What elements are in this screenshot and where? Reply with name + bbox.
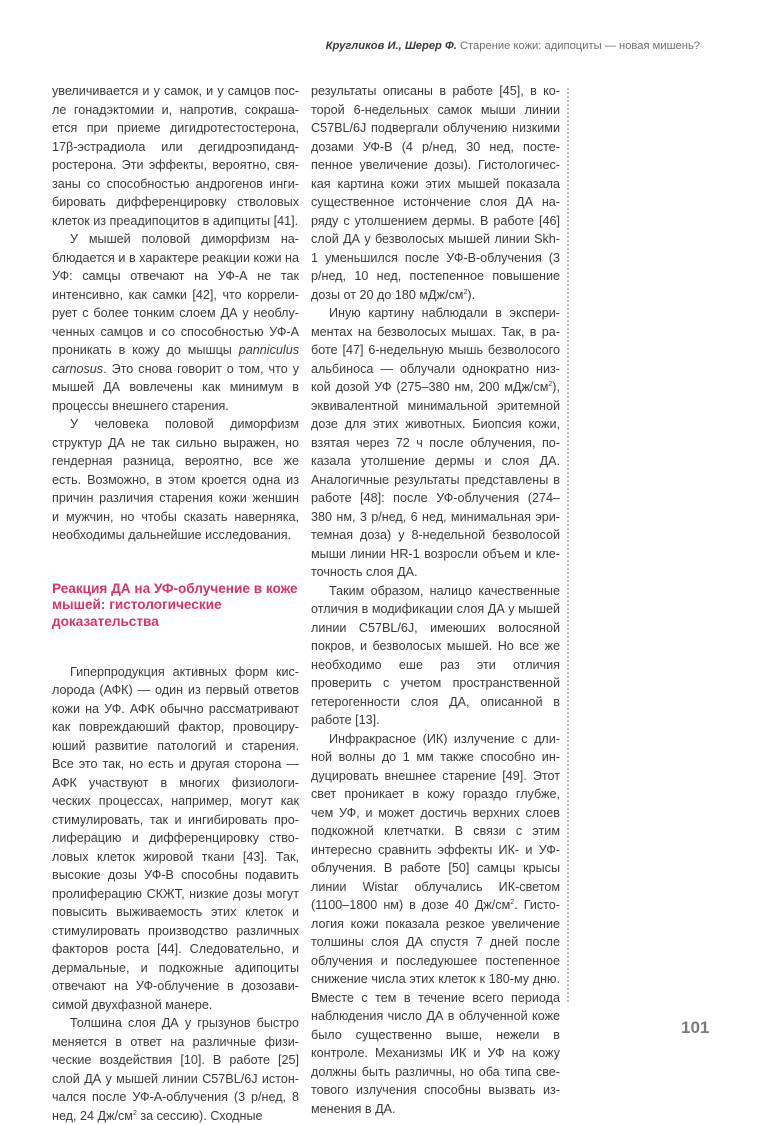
paragraph: У человека половой диморфизм структур ДА не так сильно выражен, но гендерная разница, вероятно, все же есть. Возможно, в этом кроется одна из причин различия старения кожи женшин и мужчин, но чтобы сказать наверняка, необходимы дальнейшие исследования. — [52, 417, 299, 542]
page-number: 101 — [681, 1018, 710, 1037]
paragraph: увеличивается и у самок, и у самцов после гонадэктомии и, напротив, сокрашается при приеме дигидротестостерона, 17β-эстрадиола или дегидроэпидандростерона. Эти эффекты, вероятно, связаны со способностью андрогенов ингибировать дифференцировку стволовых клеток из преадипоцитов в адипциты [41]. — [52, 84, 299, 228]
superscript: 2 — [510, 898, 515, 906]
superscript: 2 — [463, 288, 468, 296]
section-heading: Реакция ДА на УФ-облучение в коже мышей: гистологические доказательства — [52, 580, 298, 630]
dotted-column-divider — [567, 88, 569, 1002]
superscript: 2 — [548, 380, 553, 388]
paragraph: Таким образом, налицо качественные отличия в модификации слоя ДА у мышей линии C57BL/6J, имеюших волосяной покров, и безволосых мышей. Но все же необходимо еше раз эти отличия проверить с учетом пространственной гетерогенности слоя ДА, описанной в работе [13]. — [311, 583, 560, 727]
latin-term: panniculus carnosus — [52, 343, 299, 376]
paragraph-text: ). — [467, 287, 476, 302]
header-authors: Кругликов И., Шерер Ф. — [325, 40, 457, 52]
paragraph-text: Иную картину наблюдали в экспериментах на безволосых мышах. Так, в работе [47] 6-недельную мышь безволосого альбиноса — облучали однократно низкой дозой УФ (275–380 нм, 200 мДж/см — [311, 306, 560, 394]
paragraph-text: У мышей половой диморфизм наблюдается и в характере реакции кожи на УФ: самцы отвечают на УФ-А не так интенсивно, как самки [42], что коррелирует с более тонким слоем ДА у необлученных самцов и со способностью УФ-А проникать в кожу до мышцы — [52, 232, 299, 357]
running-header — [326, 40, 700, 52]
paragraph-text: за сессию). Сходные — [136, 1108, 263, 1123]
paragraph — [311, 730, 560, 1119]
left-column — [52, 82, 299, 1125]
paragraph — [311, 304, 560, 582]
right-column — [311, 82, 560, 1118]
paragraph-text: результаты описаны в работе [45], в которой 6-недельных самок мыши линии C57BL/6J подвергали облучению низкими дозами УФ-В (4 р/нед, 30 нед, постепенное увеличение дозы). Гистологическая картина кожи этих мышей показала существенное истончение слоя ДА наряду с утолшением дермы. В работе [46] слой ДА у безволосых мышей линии Skh-1 уменьшился после УФ-В-облучения (3 р/нед, 10 нед, постепенное повышение дозы от 20 до 180 мДж/см — [311, 84, 560, 302]
paragraph: Гиперпродукция активных форм кислорода (АФК) — один из первый ответов кожи на УФ. АФК обычно рассматривают как повреждаюший фактор, провоцируюший развитие патологий и старения. Все это так, но есть и другая сторона — АФК участвуют в многих физиологических процессах, например, могут как стимулировать, так и ингибировать пролиферацию и дифференцировку стволовых клеток жировой ткани [43]. Так, высокие дозы УФ-В способны подавить пролиферацию СКЖТ, низкие дозы могут повысить выживаемость этих клеток и стимулировать производство различных факторов роста [44]. Следовательно, и дермальные, и подкожные адипоциты отвечают на УФ-облучение в дозозависимой двухфазной манере. — [52, 664, 299, 1012]
paragraph-text: ), эквивалентной минимальной эритемной дозе для этих животных. Биопсия кожи, взятая через 72 ч после облучения, показала утолшение дермы и слоя ДА. Аналогичные результаты представлены в работе [48]: после УФ-облучения (274–380 нм, 3 р/нед, 6 нед, минимальная эритемная доза) у 8-недельной безволосой мыши линии HR-1 возросли объем и клеточность слоя ДА. — [311, 380, 560, 579]
superscript: 2 — [132, 1109, 137, 1117]
paragraph-text: Толшина слоя ДА у грызунов быстро меняется в ответ на различные физические воздействия [10]. В работе [25] слой ДА у мышей линии C57BL/6J истончался после УФ-А-облучения (3 р/нед, 8 нед, 24 Дж/см — [52, 1016, 299, 1123]
paragraph — [52, 1014, 299, 1125]
paragraph — [311, 82, 560, 304]
paragraph — [52, 230, 299, 415]
paragraph-text: . Это снова говорит о том, что у мышей ДА вовлечены как минимум в процессы внешнего старения. — [52, 361, 299, 413]
header-title: Старение кожи: адипоциты — новая мишень? — [456, 40, 700, 52]
paragraph-text: Инфракрасное (ИК) излучение с длиной волны до 1 мм также способно индуцировать внешнее старение [49]. Этот свет проникает в кожу гораздо глубже, чем УФ, и может достичь верхних слоев подкожной клетчатки. В связи с этим интересно сравнить эффекты ИК- и УФ-облучения. В работе [50] самцы крысы линии Wistar облучались ИК-светом (1100–1800 нм) в дозе 40 Дж/см — [311, 731, 560, 912]
paragraph-text: . Гистология кожи показала резкое увеличение толшины слоя ДА спустя 7 дней после облучения и последуюшее постепенное снижение числа этих клеток к 180-му дню. Вместе с тем в течение всего периода наблюдения число ДА в облученной коже было существенно выше, нежели в контроле. Механизмы ИК и УФ на кожу должны быть различны, но оба типа светового излучения способны вызвать изменения в ДА. — [311, 898, 560, 1116]
